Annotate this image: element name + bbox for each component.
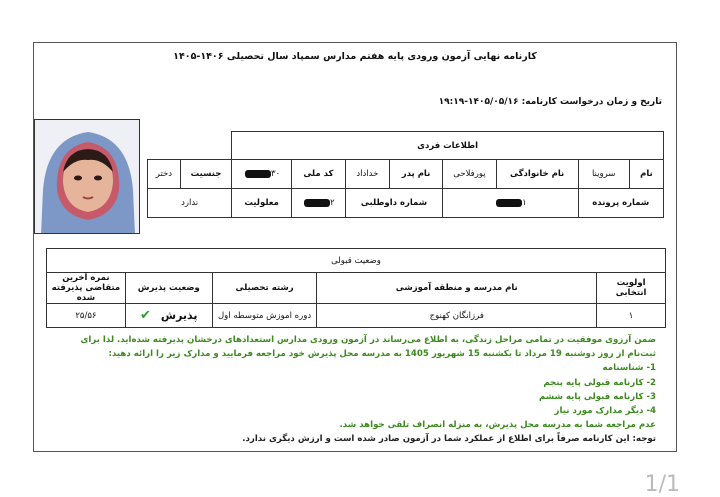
student-photo-image xyxy=(35,120,140,234)
redaction-mark xyxy=(304,199,330,207)
admission-table xyxy=(46,248,666,328)
col-school: نام مدرسه و منطقه آموزشی xyxy=(317,273,597,304)
col-last-score: نمره آخرین متقاضی پذیرفته شده xyxy=(47,273,126,304)
father-label: نام پدر xyxy=(389,160,442,189)
candidate-number-label: شماره داوطلبی xyxy=(345,189,442,218)
notes-warning: عدم مراجعه شما به مدرسه محل پذیرش، به منزله انصراف تلقی خواهد شد. xyxy=(339,420,656,431)
notes-footnote: توجه: این کارنامه صرفاً برای اطلاع از عملکرد شما در آزمون صادر شده است و ارزش دیگری ندارد. xyxy=(242,434,656,445)
row-field: دوره اموزش متوسطه اول xyxy=(212,304,317,328)
row-status-cell xyxy=(125,304,212,328)
file-number-cell xyxy=(443,189,578,218)
col-field: رشته تحصیلی xyxy=(212,273,317,304)
disability-label: معلولیت xyxy=(232,189,292,218)
check-icon: ✔ xyxy=(140,308,151,323)
row-priority: ۱ xyxy=(597,304,666,328)
candidate-number-cell xyxy=(291,189,345,218)
student-photo xyxy=(34,119,140,234)
personal-info-header: اطلاعات فردی xyxy=(232,132,664,160)
instructions xyxy=(51,333,656,447)
file-number-value: ۱ xyxy=(522,198,527,208)
col-priority: اولویت انتخابی xyxy=(597,273,666,304)
page-number: 1/1 xyxy=(644,472,680,497)
file-number-label: شماره پرونده xyxy=(578,189,663,218)
gender-label: جنسیت xyxy=(180,160,231,189)
notes-item-2: 2- کارنامه قبولی پایه پنجم xyxy=(543,377,656,388)
admission-header: وضعیت قبولی xyxy=(47,249,666,273)
national-code-cell xyxy=(232,160,292,189)
notes-item-4: 4- دیگر مدارک مورد نیاز xyxy=(554,406,656,417)
name-value: سروینا xyxy=(578,160,629,189)
gender-value: دختر xyxy=(148,160,181,189)
father-value: خداداد xyxy=(345,160,389,189)
name-label: نام xyxy=(629,160,663,189)
notes-item-3: 3- کارنامه قبولی پایه ششم xyxy=(539,391,656,402)
col-status: وضعیت پذیرش xyxy=(125,273,212,304)
family-value: پورفلاحی xyxy=(443,160,497,189)
redaction-mark xyxy=(496,199,522,207)
row-school: فرزانگان کهنوج xyxy=(317,304,597,328)
notes-item-1: 1- شناسنامه xyxy=(602,363,656,374)
family-label: نام خانوادگی xyxy=(496,160,578,189)
report-title: کارنامه نهایی آزمون ورودی پایه هفتم مدارس سمپاد سال تحصیلی ۱۴۰۶-۱۴۰۵ xyxy=(173,51,537,62)
row-last-score: ۲۵/۵۶ xyxy=(47,304,126,328)
notes-intro: ضمن آرزوی موفقیت در تمامی مراحل زندگی، به اطلاع می‌رساند در آزمون ورودی مدارس استعدادهای درخشان پذیرفته شده‌اید. لذا برای ثبت‌نام از روز دوشنبه 19 مرداد تا یکشنبه 15 شهریور 1405 به مدرسه محل پذیرش خود مراجعه فرمایید و مدارک زیر را ارائه دهید: xyxy=(80,335,656,360)
national-code-value: ۳۰ xyxy=(271,169,281,179)
national-code-label: کد ملی xyxy=(291,160,345,189)
personal-info-table xyxy=(147,131,664,218)
request-datetime: تاریخ و زمان درخواست کارنامه: ۱۴۰۵/۰۵/۱۶-۱۹:۱۹ xyxy=(438,97,662,107)
redaction-mark xyxy=(245,170,271,178)
candidate-number-value: ۲ xyxy=(330,198,335,208)
report-card-sheet xyxy=(33,42,677,452)
row-status: پذیرش xyxy=(160,309,198,322)
disability-value: ندارد xyxy=(148,189,232,218)
